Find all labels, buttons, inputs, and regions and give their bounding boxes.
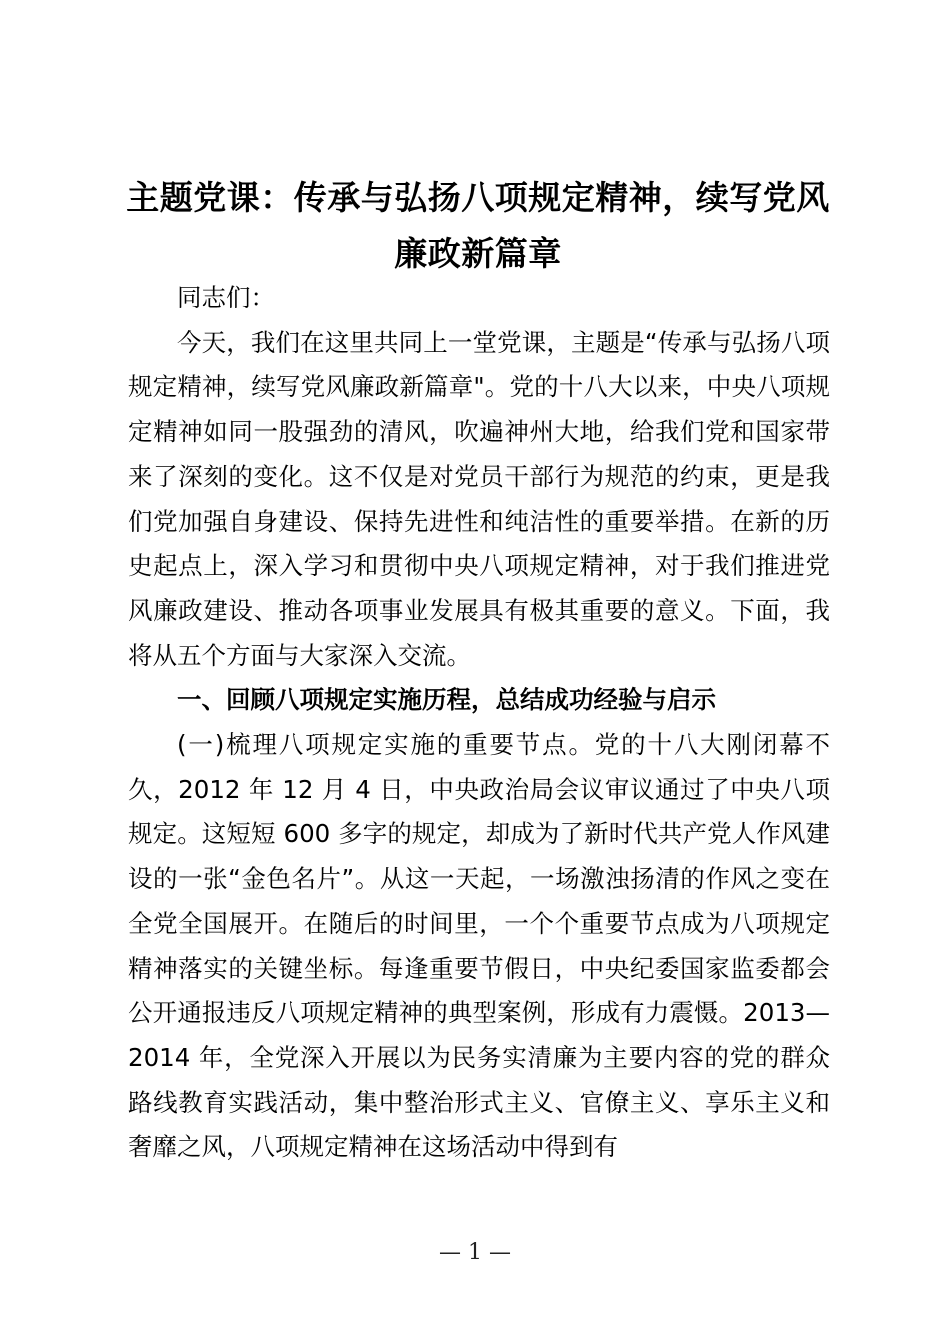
intro-paragraph: 今天，我们在这里共同上一堂党课，主题是“传承与弘扬八项规定精神，续写党风廉政新篇章"。党的十八大以来，中央八项规定精神如同一股强劲的清风，吹遍神州大地，给我们党和国家带来了深刻的变化。这不仅是对党员干部行为规范的约束，更是我们党加强自身建设、保持先进性和纯洁性的重要举措。在新的历史起点上，深入学习和贯彻中央八项规定精神，对于我们推进党风廉政建设、推动各项事业发展具有极其重要的意义。下面，我将从五个方面与大家深入交流。 bbox=[128, 327, 830, 670]
salutation: 同志们： bbox=[177, 283, 275, 312]
page-number: — 1 — bbox=[439, 1240, 511, 1265]
document-title: 主题党课：传承与弘扬八项规定精神，续写党风廉政新篇章 bbox=[126, 178, 830, 273]
subsection-paragraph-1: (一)梳理八项规定实施的重要节点。党的十八大刚闭幕不久，2012 年 12 月 4 日，中央政治局会议审议通过了中央八项规定。这短短 600 多字的规定，却成为了新时代共产党人作风建设的一张“金色名片”。从这一天起，一场激浊扬清的作风之变在全党全国展开。在随后的时间里，一个个重要节点成为八项规定精神落实的关键坐标。每逢重要节假日，中央纪委国家监委都会公开通报违反八项规定精神的典型案例，形成有力震慑。2013—2014 年，全党深入开展以为民务实清廉为主要内容的党的群众路线教育实践活动，集中整治形式主义、官僚主义、享乐主义和奢靡之风，八项规定精神在这场活动中得到有 bbox=[128, 730, 830, 1162]
section-heading-1: 一、回顾八项规定实施历程，总结成功经验与启示 bbox=[177, 685, 716, 715]
document-body bbox=[128, 276, 830, 1170]
